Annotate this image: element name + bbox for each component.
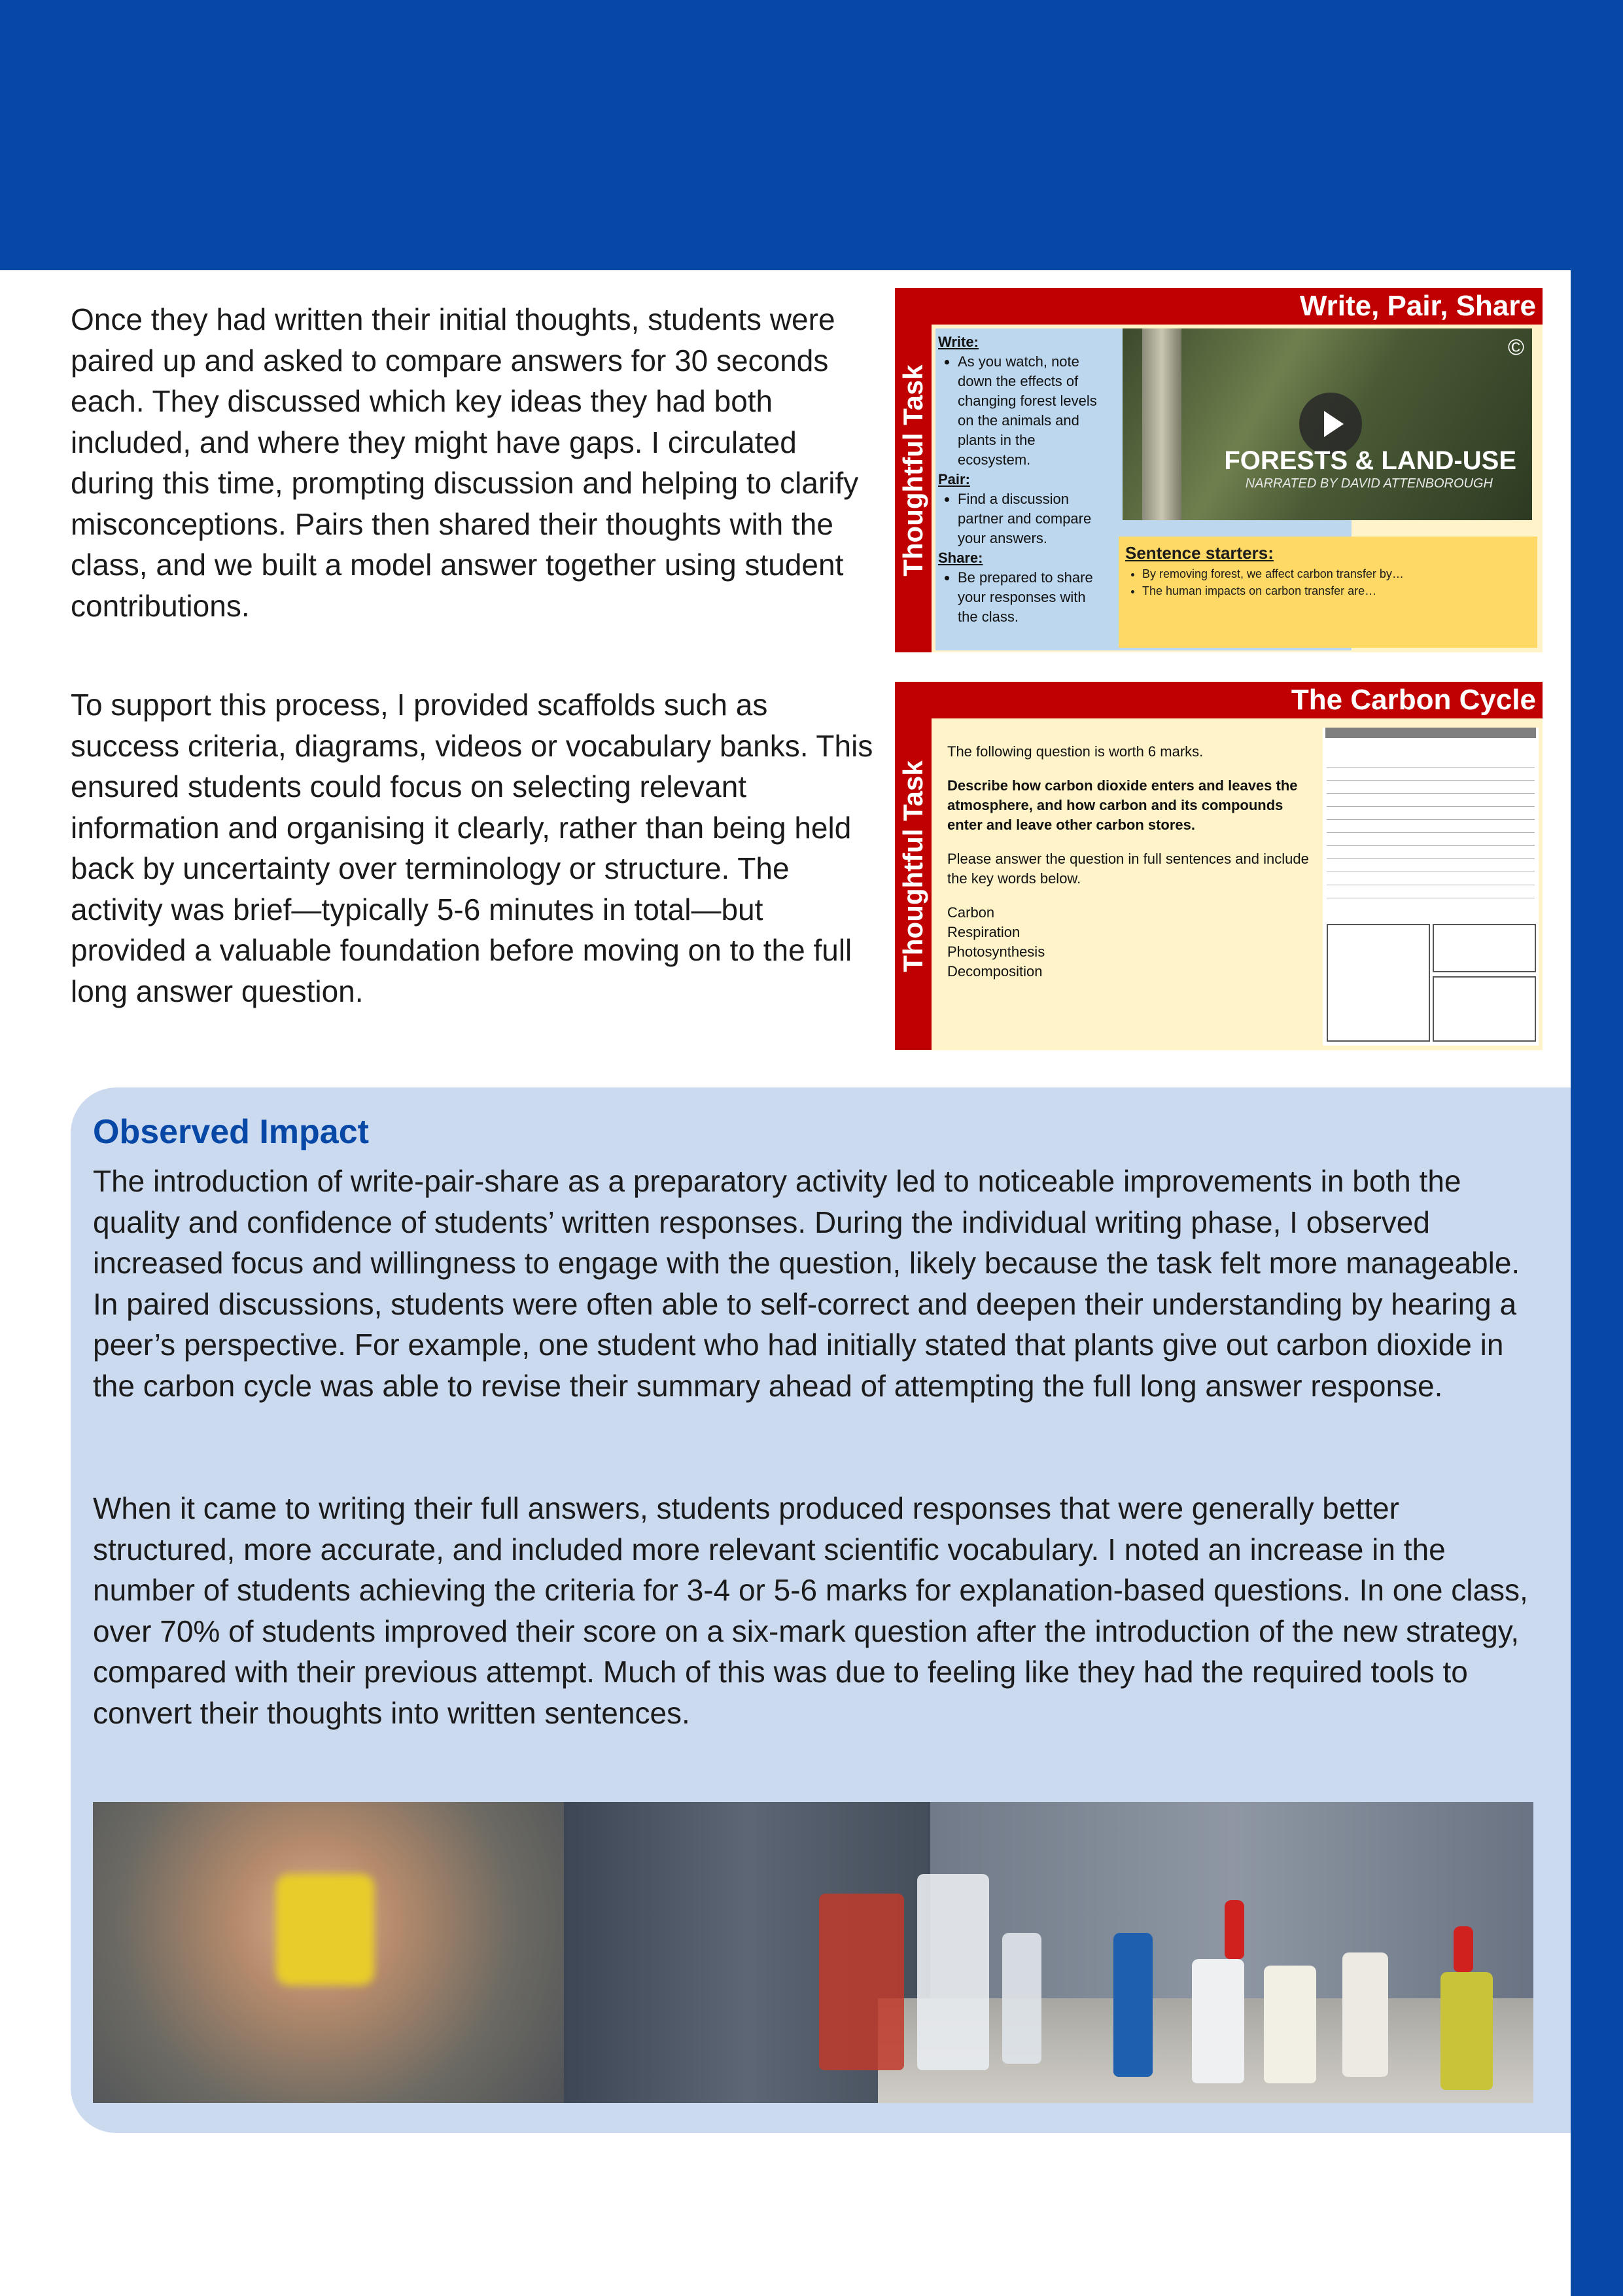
share-heading: Share: — [938, 550, 983, 566]
share-item: • Be prepared to share your responses with the class. — [958, 568, 1108, 627]
slide-title: Write, Pair, Share — [932, 288, 1543, 325]
pair-item: • Find a discussion partner and compare your answers. — [958, 489, 1108, 548]
slide-title: The Carbon Cycle — [932, 682, 1543, 718]
impact-heading: Observed Impact — [93, 1113, 369, 1151]
article-paragraph-2: To support this process, I provided scaffolds such as success criteria, diagrams, videos or vocabulary banks. This ensured students could focus on selecting relevant information and organising it clearly, rather than being held back by uncertainty over terminology or structure. The activity was brief—typically 5-6 minutes in total—but provided a valuable foundation before moving on to the full long answer question. — [71, 688, 873, 1008]
starter-item: • By removing forest, we affect carbon transfer by… — [1142, 565, 1404, 582]
video-title: FORESTS & LAND-USE — [1224, 446, 1516, 475]
article-paragraph-1: Once they had written their initial thoughts, students were paired up and asked to compare answers for 30 seconds each. They discussed which key ideas they had both included, and where they might have gaps. I circulated during this time, prompting discussion and helping to clarify misconceptions. Pairs then shared their thoughts with the class, and we built a model answer together using student contributions. — [71, 302, 859, 623]
impact-paragraph-1: The introduction of write-pair-share as a preparatory activity led to noticeable improvements in both the quality and confidence of students’ written responses. During the individual writing phase, I observed increased focus and willingness to engage with the question, likely because the task felt more manageable. In paired discussions, students were often able to self-correct and deepen their understanding by hearing a peer’s perspective. For example, one student who had initially stated that plants give out carbon dioxide in the carbon cycle was able to revise their summary ahead of attempting the full long answer response. — [93, 1164, 1520, 1403]
starter-item: • The human impacts on carbon transfer are… — [1142, 582, 1404, 599]
question-text: Describe how carbon dioxide enters and leaves the atmosphere, and how carbon and its compounds enter and leave other carbon stores. — [947, 777, 1298, 833]
question-intro: The following question is worth 6 marks. — [947, 743, 1204, 760]
keyword-list — [947, 903, 1314, 981]
question-instruction: Please answer the question in full sentences and include the key words below. — [947, 851, 1309, 887]
mark-scheme-box — [1327, 924, 1430, 1042]
header-band — [0, 0, 1623, 270]
video-thumbnail[interactable] — [1123, 328, 1532, 520]
question-box — [947, 742, 1314, 981]
tree-trunk-graphic — [1142, 328, 1181, 520]
keyword: Decomposition — [947, 963, 1043, 980]
response-box — [1433, 976, 1536, 1042]
keyword: Respiration — [947, 924, 1021, 940]
impact-paragraph-2: When it came to writing their full answers, students produced responses that were generally better structured, more accurate, and included more relevant scientific vocabulary. I noted an increase in the number of students achieving the criteria for 3-4 or 5-6 marks for explanation-based questions. In one class, over 70% of students improved their score on a six-mark question after the introduction of the new strategy, compared with their previous attempt. Much of this was due to feeling like they had the required tools to convert their thoughts into written sentences. — [93, 1491, 1528, 1730]
video-subtitle: NARRATED BY DAVID ATTENBOROUGH — [1245, 476, 1493, 491]
starters-heading: Sentence starters: — [1125, 543, 1274, 563]
slide-side-bar — [895, 288, 932, 652]
slide-side-bar — [895, 682, 932, 1050]
pair-heading: Pair: — [938, 471, 970, 487]
carbon-cycle-slide — [895, 682, 1543, 1050]
keyword: Photosynthesis — [947, 944, 1045, 960]
write-heading: Write: — [938, 334, 979, 350]
answer-sheet-thumbnail — [1323, 728, 1539, 1046]
write-item: • As you watch, note down the effects of changing forest levels on the animals and plants in the ecosystem. — [958, 352, 1108, 470]
write-pair-share-slide — [895, 288, 1543, 652]
sentence-starters-box — [1119, 537, 1537, 648]
answer-sheet-header — [1325, 728, 1536, 738]
right-edge-band — [1571, 270, 1623, 2296]
lab-photo — [93, 1802, 1533, 2103]
ics-task-box — [1433, 924, 1536, 972]
keyword: Carbon — [947, 904, 995, 921]
thoughtful-task-label: Thoughtful Task — [898, 760, 928, 972]
thoughtful-task-label: Thoughtful Task — [898, 364, 928, 576]
copyright-icon: © — [1507, 335, 1524, 360]
